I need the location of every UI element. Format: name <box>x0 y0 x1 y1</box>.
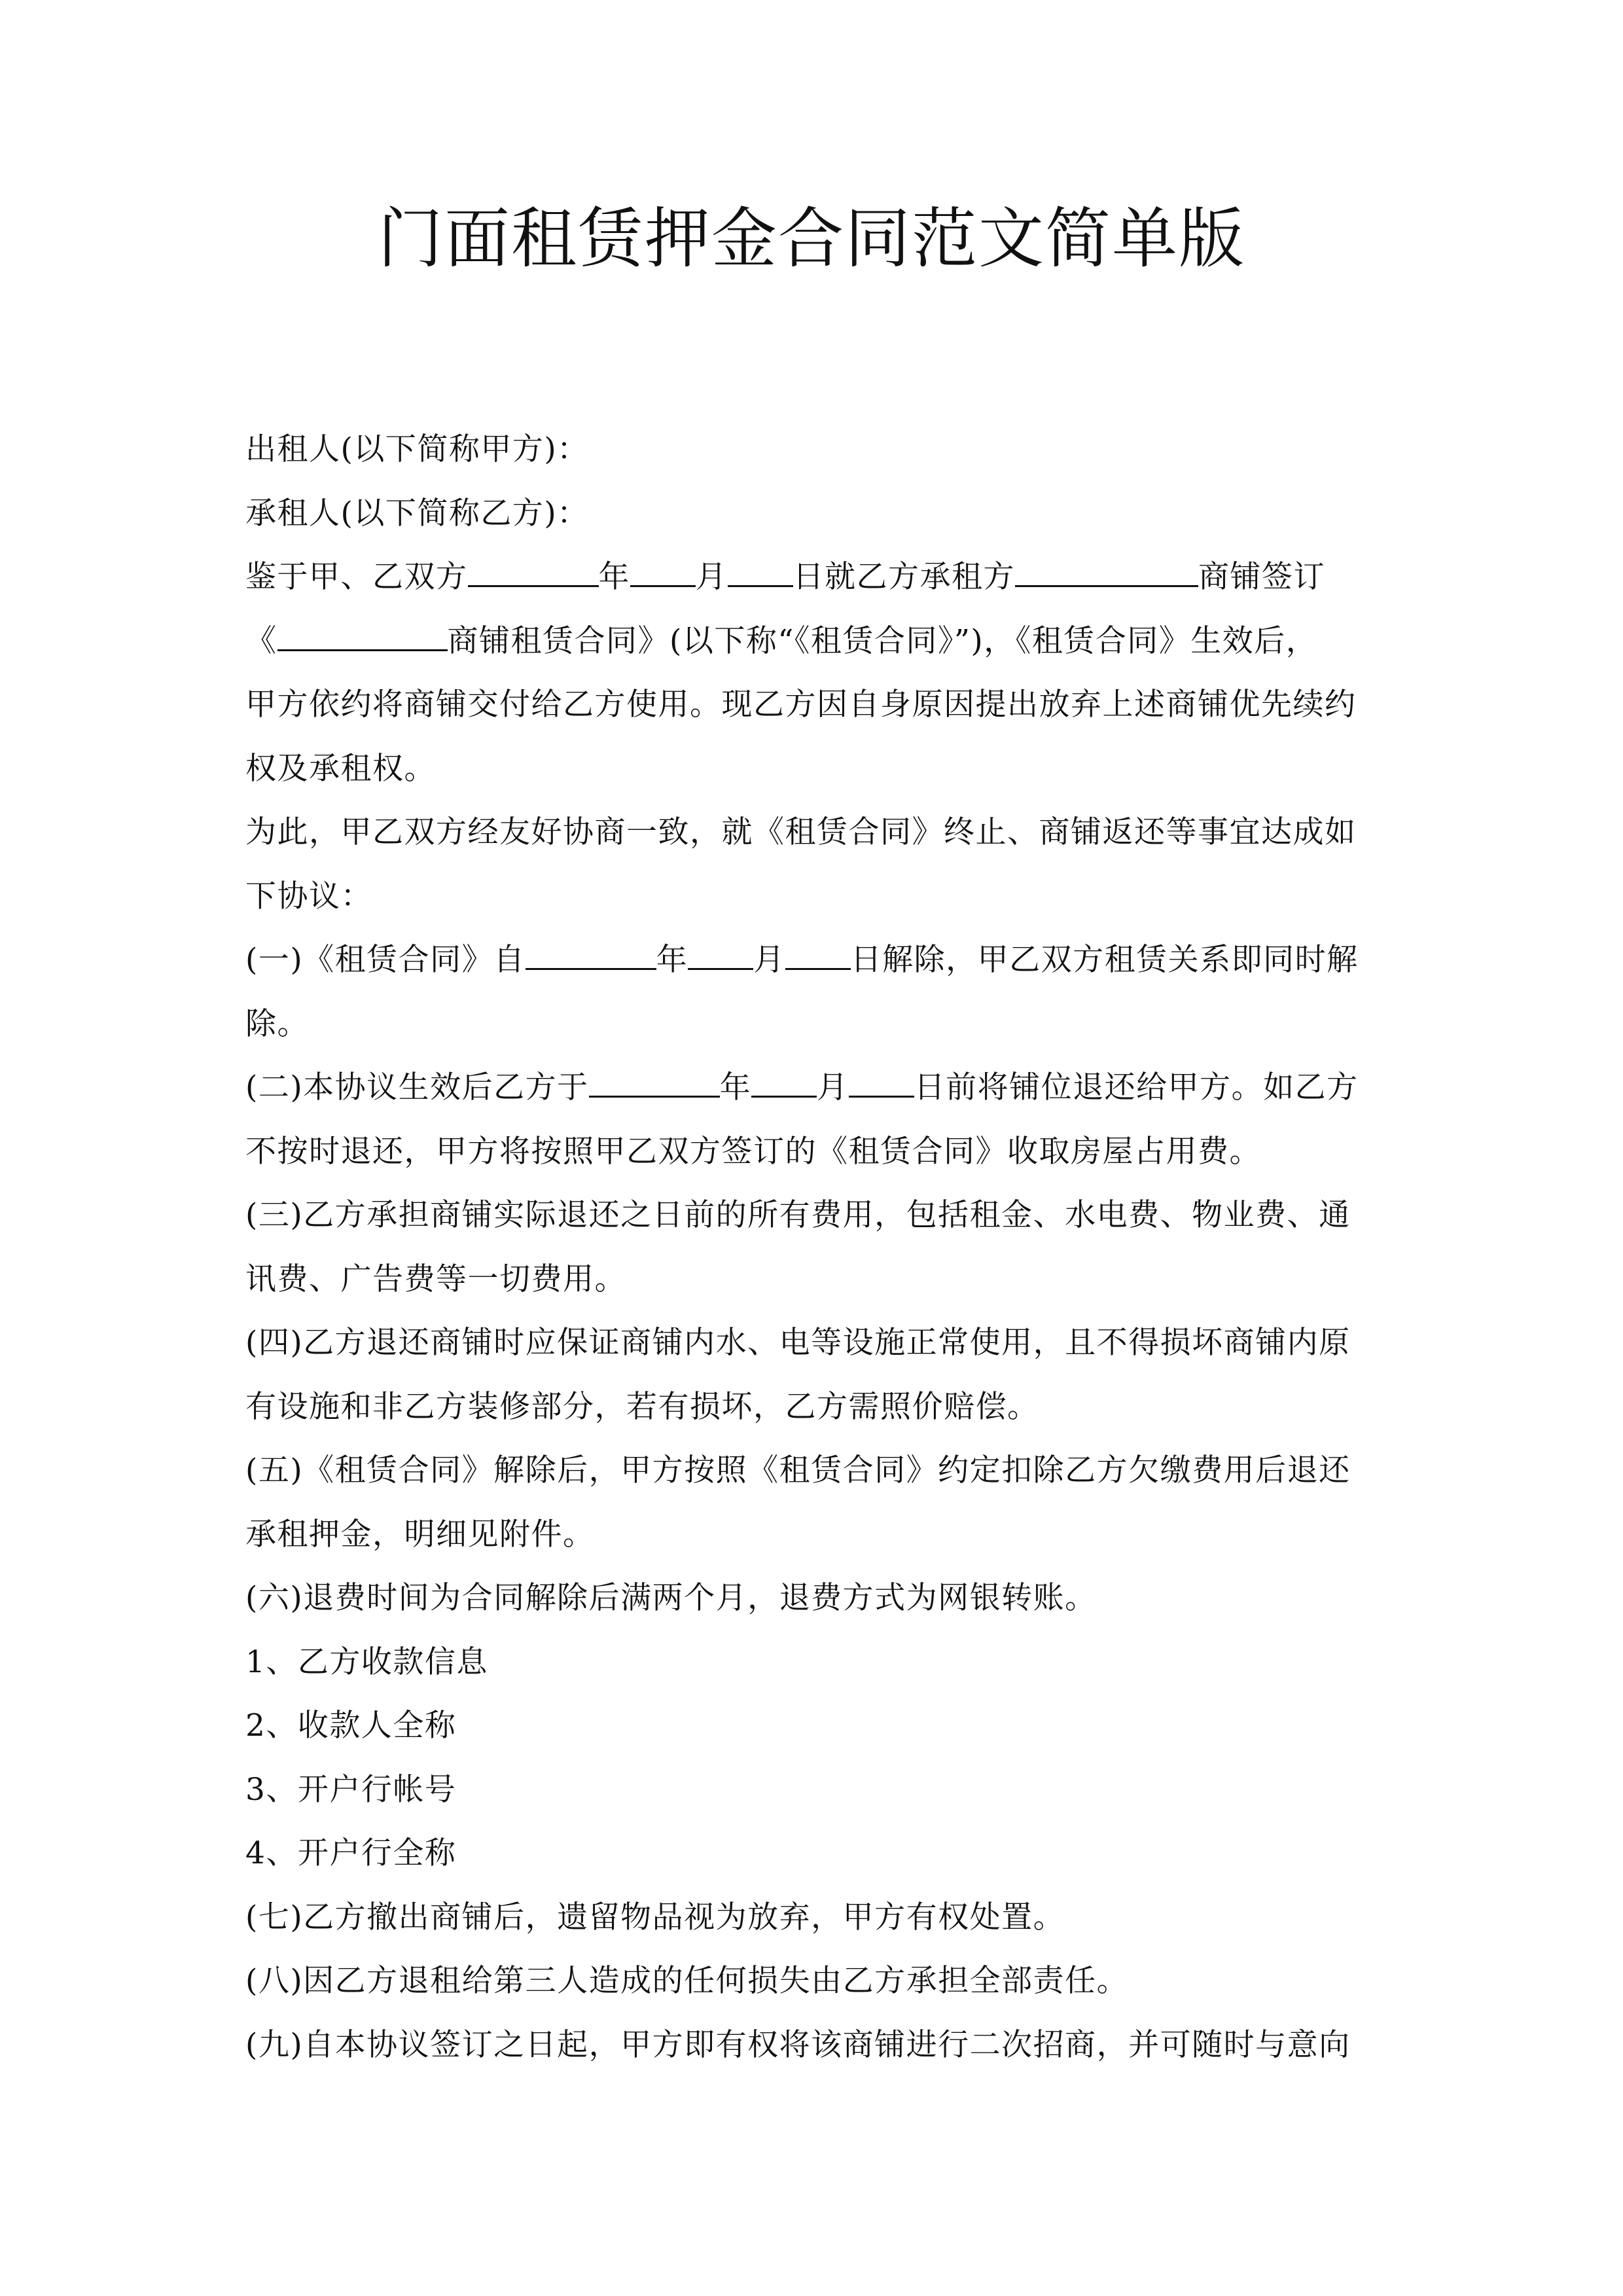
clause-3-line-1: (三)乙方承担商铺实际退还之日前的所有费用，包括租金、水电费、物业费、通 <box>245 1197 1351 1233</box>
preamble-line-2 <box>245 609 1381 673</box>
preamble-text: 鉴于甲、乙双方 <box>245 559 468 595</box>
year-blank[interactable] <box>589 1066 720 1098</box>
month-blank[interactable] <box>630 556 696 587</box>
clause-5-line-1: (五)《租赁合同》解除后，甲方按照《租赁合同》约定扣除乙方欠缴费用后退还 <box>245 1452 1351 1488</box>
lessee-line: 承租人(以下简称乙方)： <box>245 495 589 531</box>
document-body <box>245 418 1381 2077</box>
month-label: 月 <box>817 1069 849 1105</box>
year-blank[interactable] <box>526 939 656 970</box>
month-blank[interactable] <box>688 939 753 970</box>
preamble-line-1 <box>245 545 1381 609</box>
preamble-text: 商铺签订 <box>1198 559 1325 595</box>
preamble-line-6: 下协议： <box>245 878 372 914</box>
month-label: 月 <box>753 942 785 978</box>
clause-3-line-2: 讯费、广告费等一切费用。 <box>245 1261 626 1297</box>
clause-6: (六)退费时间为合同解除后满两个月，退费方式为网银转账。 <box>245 1580 1097 1616</box>
clause-text: (一)《租赁合同》自 <box>245 942 526 978</box>
year-blank[interactable] <box>468 556 599 587</box>
preamble-line-3: 甲方依约将商铺交付给乙方使用。现乙方因自身原因提出放弃上述商铺优先续约 <box>245 687 1357 723</box>
clause-1-line-2: 除。 <box>245 1005 309 1042</box>
clause-text: 日前将铺位退还给甲方。如乙方 <box>914 1069 1359 1105</box>
lessor-line: 出租人(以下简称甲方)： <box>245 431 589 467</box>
month-blank[interactable] <box>751 1066 817 1098</box>
year-label: 年 <box>656 942 688 978</box>
document-title: 门面租赁押金合同范文简单版 <box>378 200 1245 277</box>
clause-2-line-2: 不按时退还，甲方将按照甲乙双方签订的《租赁合同》收取房屋占用费。 <box>245 1133 1261 1170</box>
contract-name-blank[interactable] <box>277 620 448 651</box>
payee-info-item: 1、乙方收款信息 <box>245 1643 488 1680</box>
month-label: 月 <box>696 559 728 595</box>
clause-5-line-2: 承租押金，明细见附件。 <box>245 1516 595 1552</box>
year-label: 年 <box>598 559 630 595</box>
bank-account-item: 3、开户行帐号 <box>245 1771 457 1808</box>
preamble-text: 《 <box>245 622 277 659</box>
clause-9: (九)自本协议签订之日起，甲方即有权将该商铺进行二次招商，并可随时与意向 <box>245 2026 1351 2063</box>
clause-1-line-1 <box>245 928 1381 992</box>
payee-name-item: 2、收款人全称 <box>245 1708 457 1744</box>
clause-4-line-1: (四)乙方退还商铺时应保证商铺内水、电等设施正常使用，且不得损坏商铺内原 <box>245 1325 1351 1361</box>
day-blank[interactable] <box>785 939 851 970</box>
clause-text: 日解除，甲乙双方租赁关系即同时解 <box>850 942 1359 978</box>
clause-8: (八)因乙方退租给第三人造成的任何损失由乙方承担全部责任。 <box>245 1963 1129 1999</box>
preamble-text: 日就乙方承租方 <box>793 559 1015 595</box>
clause-2-line-1 <box>245 1056 1381 1120</box>
clause-4-line-2: 有设施和非乙方装修部分，若有损坏，乙方需照价赔偿。 <box>245 1388 1039 1425</box>
bank-name-item: 4、开户行全称 <box>245 1835 457 1871</box>
preamble-text: 商铺租赁合同》(以下称“《租赁合同》”)，《租赁合同》生效后， <box>447 622 1318 659</box>
shop-blank[interactable] <box>1015 556 1198 587</box>
day-blank[interactable] <box>849 1066 914 1098</box>
preamble-line-4: 权及承租权。 <box>245 750 436 787</box>
clause-7: (七)乙方撤出商铺后，遗留物品视为放弃，甲方有权处置。 <box>245 1899 1065 1935</box>
clause-text: (二)本协议生效后乙方于 <box>245 1069 589 1105</box>
day-blank[interactable] <box>728 556 793 587</box>
year-label: 年 <box>719 1069 752 1105</box>
preamble-line-5: 为此，甲乙双方经友好协商一致，就《租赁合同》终止、商铺返还等事宜达成如 <box>245 814 1357 850</box>
